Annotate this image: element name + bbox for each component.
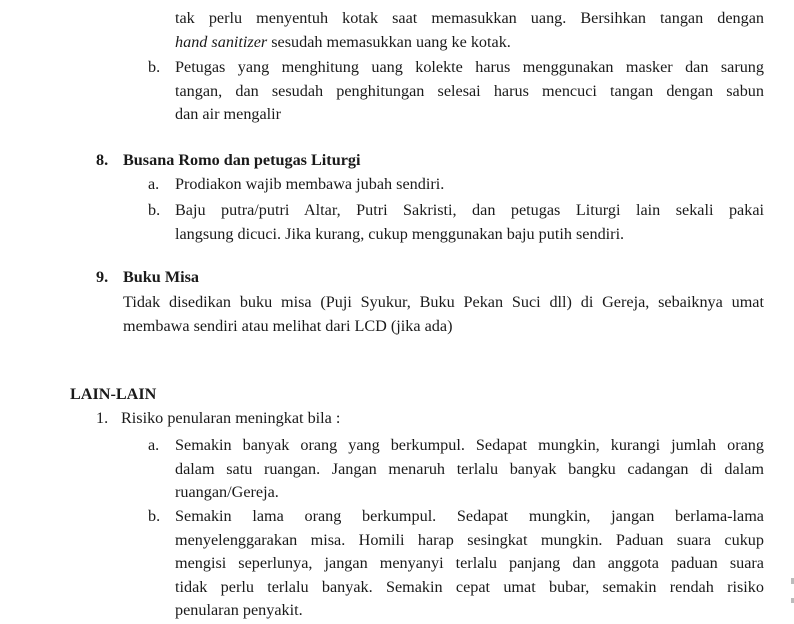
section-title: Busana Romo dan petugas Liturgi [123, 151, 361, 169]
section-number: 9. [96, 268, 109, 286]
section-title: Buku Misa [123, 268, 200, 286]
text-line [175, 31, 764, 55]
text-line: dan air mengalir [175, 105, 282, 123]
list-item [175, 434, 764, 505]
text-line: menyelenggarakan misa. Homili harap sesingkat mungkin. Paduan suara cukup [175, 530, 764, 549]
text-line: tak perlu menyentuh kotak saat memasukkan uang. Bersihkan tangan dengan [175, 9, 764, 27]
list-item [175, 505, 764, 623]
text-fragment: sesudah memasukkan uang ke kotak. [271, 32, 511, 51]
text-line: tangan, dan sesudah penghitungan selesai harus mencuci tangan dengan sabun [175, 81, 764, 100]
prev-item-a-continuation [175, 7, 764, 54]
text-line: penularan penyakit. [175, 601, 303, 619]
text-line: dalam satu ruangan. Jangan menaruh terlalu banyak bangku cadangan di dalam [175, 459, 764, 478]
italic-term: hand sanitizer [175, 32, 268, 51]
list-item-text: Risiko penularan meningkat bila : [121, 409, 341, 427]
text-line: Semakin lama orang berkumpul. Sedapat mungkin, jangan berlama-lama [175, 507, 764, 525]
list-item [175, 173, 764, 197]
list-marker: 1. [96, 409, 109, 427]
text-line: langsung dicuci. Jika kurang, cukup menggunakan baju putih sendiri. [175, 224, 625, 243]
text-line: tidak perlu terlalu banyak. Semakin cepat umat bubar, semakin rendah risiko [175, 577, 764, 596]
list-marker: b. [148, 201, 161, 219]
list-marker: b. [148, 507, 161, 525]
list-marker: a. [148, 436, 160, 454]
text-line: membawa sendiri atau melihat dari LCD (jika ada) [123, 316, 453, 335]
text-line: Semakin banyak orang yang berkumpul. Sedapat mungkin, kurangi jumlah orang [175, 436, 764, 454]
list-marker: b. [148, 58, 161, 76]
text-line: mengisi seperlunya, jangan menyanyi terlalu panjang dan anggota paduan suara [175, 554, 764, 572]
prev-item-b [175, 56, 764, 127]
text-line: Baju putra/putri Altar, Putri Sakristi, dan petugas Liturgi lain sekali pakai [175, 201, 764, 219]
section-heading: LAIN-LAIN [70, 385, 157, 403]
list-marker: a. [148, 175, 160, 193]
text-line: Petugas yang menghitung uang kolekte harus menggunakan masker dan sarung [175, 58, 764, 76]
text-line: Tidak disedikan buku misa (Puji Syukur, Buku Pekan Suci dll) di Gereja, sebaiknya umat [123, 293, 764, 311]
list-item [175, 199, 764, 246]
section-number: 8. [96, 151, 109, 169]
text-line: ruangan/Gereja. [175, 483, 279, 501]
text-line: Prodiakon wajib membawa jubah sendiri. [175, 175, 445, 193]
section-body [123, 291, 764, 338]
